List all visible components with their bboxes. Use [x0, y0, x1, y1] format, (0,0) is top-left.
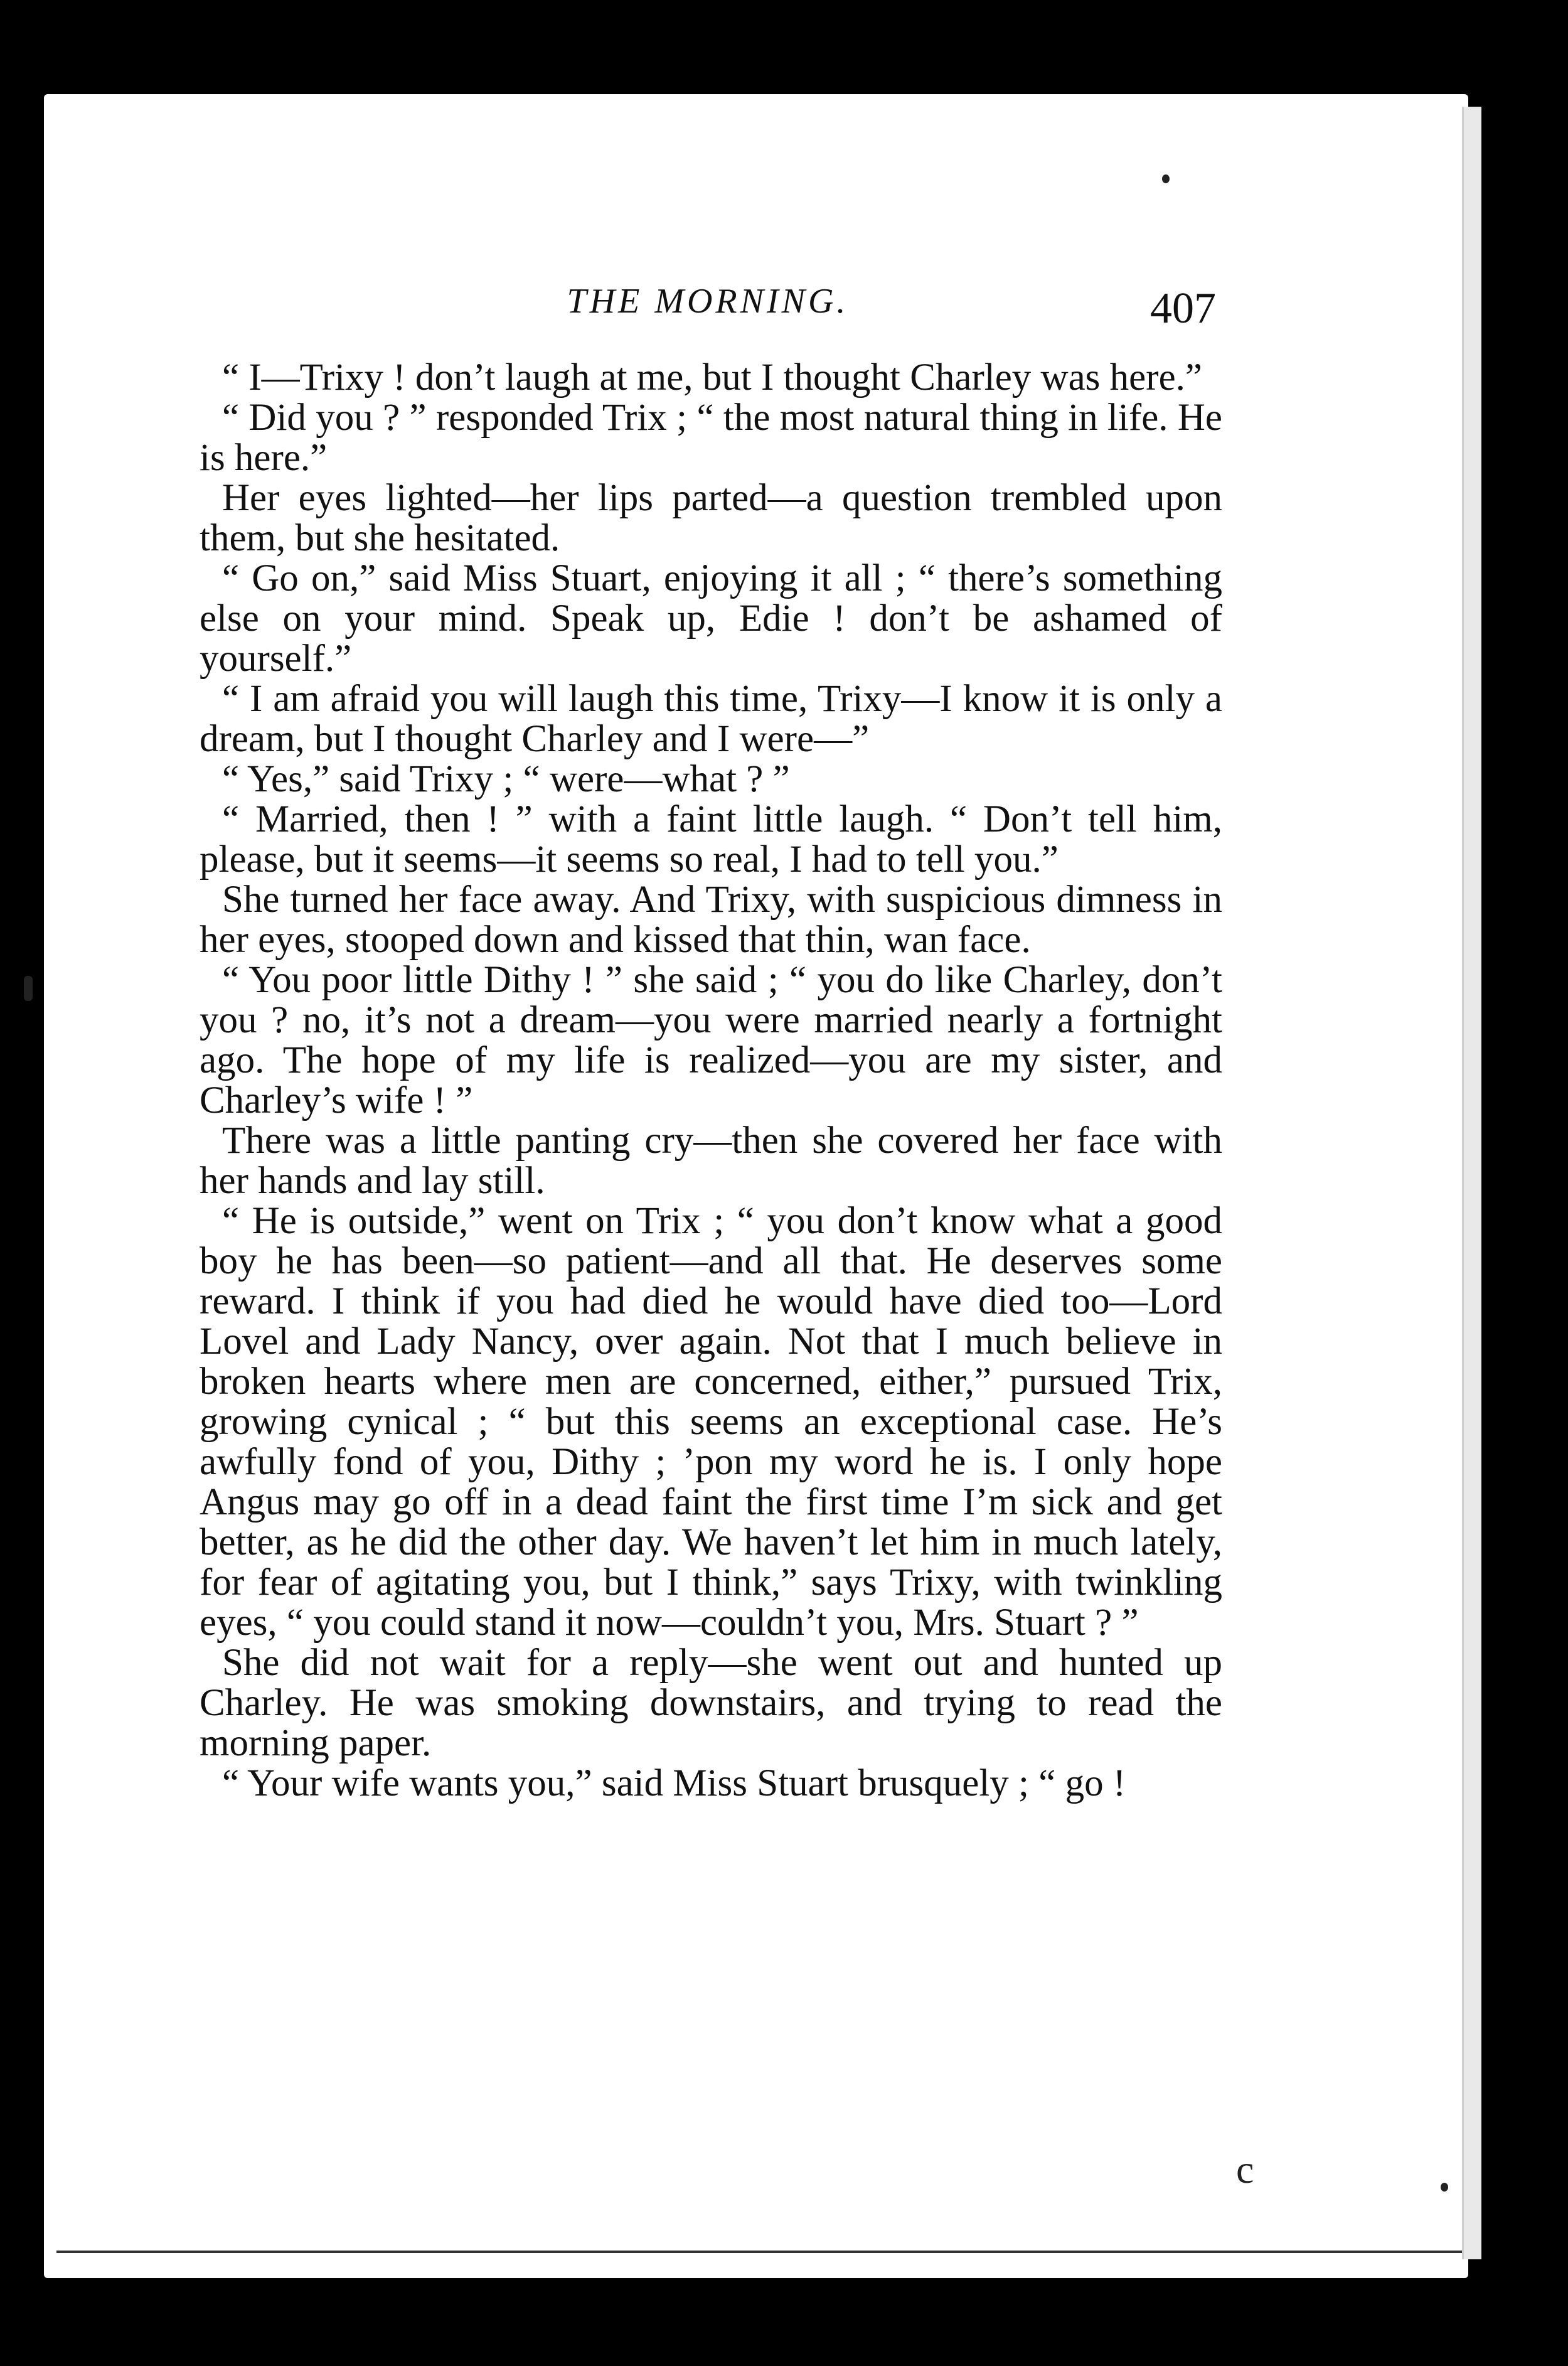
page-edge [1462, 107, 1481, 2259]
paragraph-8: She turned her face away. And Trixy, with suspicious dimness in her eyes, stooped down and kissed that thin, wan face. [200, 879, 1222, 961]
running-title: THE MORNING. [567, 282, 849, 321]
paragraph-4: “ Go on,” said Miss Stuart, enjoying it all ; “ there’s something else on your mind. Speak up, Edie ! don’t be ashamed of yourself.” [200, 557, 1222, 680]
page-header [200, 281, 1216, 338]
page-bottom-edge [56, 2251, 1462, 2253]
paragraph-13: “ Your wife wants you,” said Miss Stuart brusquely ; “ go ! [222, 1762, 1126, 1804]
ink-dot-top [1162, 174, 1170, 183]
paragraph-11: “ He is outside,” went on Trix ; “ you don’t know what a good boy he has been—so patient—and all that. He deserves some reward. I think if you had died he would have died too—Lord Lovel and Lady Nancy, over again. Not that I much believe in broken hearts where men are concerned, either,” pursued Trix, growing cynical ; “ but this seems an exceptional case. He’s awfully fond of you, Dithy ; ’pon my word he is. I only hope Angus may go off in a dead faint the first time I’m sick and get better, as he did the other day. We haven’t let him in much lately, for fear of agitating you, but I think,” says Trixy, with twinkling eyes, “ you could stand it now—couldn’t you, Mrs. Stuart ? ” [200, 1200, 1222, 1644]
margin-mark: c [1236, 2147, 1254, 2192]
paragraph-9: “ You poor little Dithy ! ” she said ; “ you do like Charley, don’t you ? no, it’s not a dream—you were married nearly a fortnight ago. The hope of my life is realized—you are my sister, and Charley’s wife ! ” [200, 959, 1222, 1121]
paragraph-6: “ Yes,” said Trixy ; “ were—what ? ” [222, 758, 790, 800]
paragraph-10: There was a little panting cry—then she covered her face with her hands and lay still. [200, 1120, 1222, 1202]
paragraph-12: She did not wait for a reply—she went out and hunted up Charley. He was smoking downstairs, and trying to read the morning paper. [200, 1642, 1222, 1764]
page-number: 407 [1150, 284, 1216, 333]
paragraph-3: Her eyes lighted—her lips parted—a question trembled upon them, but she hesitated. [200, 477, 1222, 559]
body-text [200, 358, 1222, 1804]
ink-dot-right [1441, 2183, 1448, 2192]
paragraph-7: “ Married, then ! ” with a faint little laugh. “ Don’t tell him, please, but it seems—it seems so real, I had to tell you.” [200, 798, 1222, 881]
paragraph-1: “ I—Trixy ! don’t laugh at me, but I thought Charley was here.” [222, 356, 1202, 399]
paragraph-2: “ Did you ? ” responded Trix ; “ the most natural thing in life. He is here.” [200, 397, 1222, 479]
ink-dot-left [24, 976, 33, 1001]
paragraph-5: “ I am afraid you will laugh this time, Trixy—I know it is only a dream, but I thought Charley and I were—” [200, 678, 1222, 760]
